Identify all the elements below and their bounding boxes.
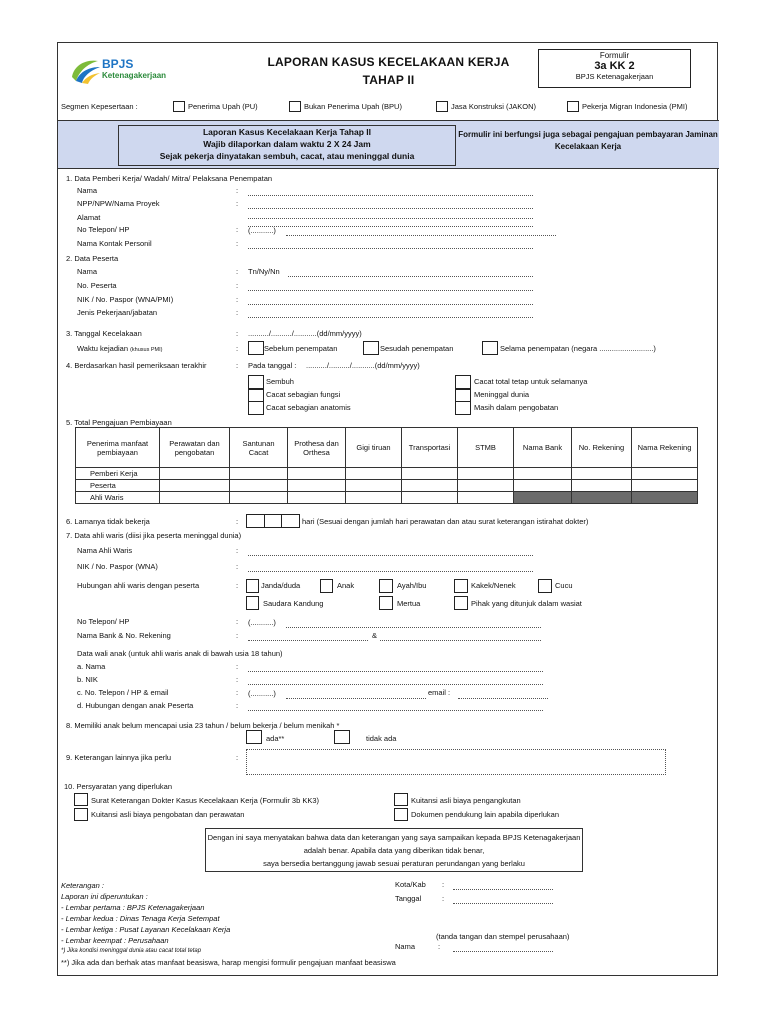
colon: : [236,239,239,248]
table-cell[interactable] [288,480,346,492]
segment-row [58,99,719,115]
s6-note: hari (Sesuai dengan jumlah hari perawatan dan atau surat keterangan istirahat dokter) [302,517,589,526]
s2-name-prefix: Tn/Ny/Nn [248,267,280,276]
colon: : [236,753,239,762]
note-line: - Lembar ketiga : Pusat Layanan Kecelakaan Kerja [61,925,231,934]
table-cell[interactable] [160,468,230,480]
table-cell[interactable] [402,468,458,480]
row-label: Peserta [76,480,160,492]
row-label: Ahli Waris [76,492,160,504]
col-header: Perawatan dan pengobatan [160,428,230,468]
rel-janda-checkbox[interactable] [246,579,259,593]
s1-contact-field[interactable] [248,248,533,249]
banner-line2: Wajib dilaporkan dalam waktu 2 X 24 Jam [203,139,371,149]
s2-nik-field[interactable] [248,304,533,305]
logo-text: BPJS [102,57,134,71]
banner-line3: Sejak pekerja dinyatakan sembuh, cacat, atau meninggal dunia [159,151,415,161]
s3-date-field[interactable]: ........../........../...........(dd/mm/yyyy) [248,329,362,338]
s7-guardian-heading: Data wali anak (untuk ahli waris anak di bawah usia 18 tahun) [77,649,283,658]
s3-after-label: Sesudah penempatan [380,344,454,353]
footer-notes [61,880,396,968]
table-cell[interactable] [402,492,458,504]
note-line: - Lembar kedua : Dinas Tenaga Kerja Setempat [61,914,220,923]
benefit-table-header [76,428,698,468]
s7-phone-field[interactable] [286,627,541,628]
rel-wasiat-checkbox[interactable] [454,596,468,610]
s2-nama-label: Nama [77,267,98,276]
req-docs-checkbox[interactable] [394,808,408,821]
s4-sembuh-label: Sembuh [266,377,294,386]
guardian-name-label: a. Nama [77,662,106,671]
s3-before-checkbox[interactable] [248,341,264,355]
rel-wasiat-label: Pihak yang ditunjuk dalam wasiat [471,599,582,608]
table-cell[interactable] [288,492,346,504]
segment-pmi-checkbox[interactable] [567,101,579,112]
table-cell[interactable] [572,480,632,492]
colon: : [236,225,239,234]
colon: : [236,199,239,208]
s4-date-label: Pada tanggal : [248,361,297,370]
colon: : [236,701,239,710]
s1-nama-field[interactable] [248,195,533,196]
segment-jakon-checkbox[interactable] [436,101,448,112]
benefit-table [75,427,698,504]
s6-days-input[interactable] [246,514,300,528]
table-cell[interactable] [514,468,572,480]
colon: : [236,281,239,290]
banner-line1: Laporan Kasus Kecelakaan Kerja Tahap II [202,127,372,137]
guardian-nik-label: b. NIK [77,675,98,684]
signature-label: (tanda tangan dan stempel perusahaan) [436,932,570,941]
req-transport-label: Kuitansi asli biaya pengangkutan [411,796,521,805]
col-header: Santunan Cacat [230,428,288,468]
s1-nama-label: Nama [77,186,98,195]
s3-during-checkbox[interactable] [482,341,498,355]
rel-ayah-checkbox[interactable] [379,579,393,593]
table-cell[interactable] [230,480,288,492]
colon: : [236,662,239,671]
rel-kakek-label: Kakek/Nenek [471,581,516,590]
s7-heir-name-label: Nama Ahli Waris [77,546,133,555]
segment-jakon-label: Jasa Konstruksi (JAKON) [451,102,537,111]
s4-heading: 4. Berdasarkan hasil pemeriksaan terakhir [66,361,207,370]
colon: : [236,546,239,555]
req-doctor-label: Surat Keterangan Dokter Kasus Kecelakaan Kerja (Formulir 3b KK3) [91,796,320,805]
s7-relation-label: Hubungan ahli waris dengan peserta [77,581,200,590]
guardian-name-field[interactable] [248,671,543,672]
s3-before-label: Sebelum penempatan [264,344,338,353]
s1-heading: 1. Data Pemberi Kerja/ Wadah/ Mitra/ Pelaksana Penempatan [66,174,273,183]
date-field[interactable] [453,903,553,904]
s8-heading: 8. Memiliki anak belum mencapai usia 23 tahun / belum bekerja / belum menikah * [66,721,340,730]
table-cell[interactable] [402,480,458,492]
colon: : [236,295,239,304]
s7-heir-name-field[interactable] [248,555,533,556]
s4-total-label: Cacat total tetap untuk selamanya [474,377,588,386]
segment-pu-checkbox[interactable] [173,101,185,112]
rel-mertua-label: Mertua [397,599,421,608]
col-header: STMB [458,428,514,468]
rel-saudara-label: Saudara Kandung [263,599,324,608]
table-cell[interactable] [230,468,288,480]
colon: : [236,344,239,353]
s2-job-label: Jenis Pekerjaan/jabatan [77,308,158,317]
col-header: Prothesa dan Orthesa [288,428,346,468]
table-cell[interactable] [458,480,514,492]
colon: : [236,631,239,640]
rel-cucu-label: Cucu [555,581,573,590]
info-banner [58,120,719,169]
guardian-phone-field[interactable] [286,698,426,699]
declaration-line3: saya bersedia bertanggung jawab sesuai peraturan perundangan yang berlaku [263,859,525,868]
table-cell[interactable] [160,492,230,504]
s1-phone-paren: (...........) [248,226,276,235]
s7-phone-label: No Telepon/ HP [77,617,130,626]
s7-heir-nik-field[interactable] [248,571,533,572]
s8-no-label: tidak ada [366,734,397,743]
guardian-nik-field[interactable] [248,684,543,685]
s5-heading: 5. Total Pengajuan Pembiayaan [66,418,172,427]
s4-pengobatan-checkbox[interactable] [455,401,471,415]
s7-bank-label: Nama Bank & No. Rekening [77,631,171,640]
table-row [76,468,698,480]
rel-saudara-checkbox[interactable] [246,596,259,610]
col-header: Gigi tiruan [346,428,402,468]
note-line: Laporan ini diperuntukan : [61,892,148,901]
table-cell[interactable] [346,492,402,504]
s2-heading: 2. Data Peserta [66,254,119,263]
colon: : [236,267,239,276]
table-cell[interactable] [572,468,632,480]
date-label: Tanggal [395,894,422,903]
rel-mertua-checkbox[interactable] [379,596,393,610]
segment-bpu-label: Bukan Penerima Upah (BPU) [304,102,402,111]
col-header: Nama Rekening [632,428,698,468]
table-cell[interactable] [346,480,402,492]
colon: : [236,517,239,526]
segment-label: Segmen Kepesertaan : [61,102,138,111]
banner-right-line1: Formulir ini berfungsi juga sebagai pengajuan pembayaran Jaminan [458,130,718,139]
s10-heading: 10. Persyaratan yang diperlukan [64,782,172,791]
table-row [76,480,698,492]
s4-meninggal-label: Meninggal dunia [474,390,530,399]
table-cell[interactable] [288,468,346,480]
s2-nama-field[interactable] [288,276,533,277]
guardian-relation-field[interactable] [248,710,543,711]
form-label: Formulir [599,51,630,60]
city-label: Kota/Kab [395,880,426,889]
s4-anatomis-label: Cacat sebagian anatomis [266,403,351,412]
s1-npp-label: NPP/NPW/Nama Proyek [77,199,160,208]
table-cell[interactable] [514,480,572,492]
colon: : [236,581,239,590]
colon: : [442,894,445,903]
colon: : [236,688,239,697]
table-cell[interactable] [346,468,402,480]
req-receipt-checkbox[interactable] [74,808,88,821]
s9-notes-textarea[interactable] [246,749,666,775]
s7-account-field[interactable] [380,640,541,641]
s1-alamat-label: Alamat [77,213,101,222]
s7-amp: & [372,631,378,640]
s1-alamat-field-2[interactable] [248,226,533,227]
table-cell[interactable] [458,492,514,504]
banner-right [458,129,718,153]
req-receipt-label: Kuitansi asli biaya pengobatan dan perawatan [91,810,245,819]
s1-phone-field[interactable] [286,235,556,236]
col-header: Transportasi [402,428,458,468]
s8-yes-checkbox[interactable] [246,730,262,744]
rel-ayah-label: Ayah/Ibu [397,581,427,590]
colon: : [236,562,239,571]
guardian-email-field[interactable] [458,698,548,699]
table-cell-disabled [514,492,572,504]
s1-contact-label: Nama Kontak Personil [77,239,152,248]
table-cell-disabled [632,492,698,504]
form-org: BPJS Ketenagakerjaan [575,72,654,81]
guardian-phone-label: c. No. Telepon / HP & email [77,688,169,697]
note-line: - Lembar pertama : BPJS Ketenagakerjaan [61,903,205,912]
s3-after-checkbox[interactable] [363,341,379,355]
signature-area[interactable] [436,918,576,930]
segment-bpu-checkbox[interactable] [289,101,301,112]
s8-no-checkbox[interactable] [334,730,350,744]
guardian-phone-paren: (...........) [248,689,276,698]
s7-phone-paren: (...........) [248,618,276,627]
s4-anatomis-checkbox[interactable] [248,401,264,415]
s2-peserta-label: No. Peserta [77,281,117,290]
table-cell[interactable] [160,480,230,492]
declaration-box [205,828,583,872]
s1-npp-field[interactable] [248,208,533,209]
s7-heir-nik-label: NIK / No. Paspor (WNA) [77,562,158,571]
s4-total-checkbox[interactable] [455,375,471,389]
s8-yes-label: ada** [266,734,285,743]
col-header: No. Rekening [572,428,632,468]
table-cell-disabled [572,492,632,504]
declaration-line2: adalah benar. Apabila data yang diberikan tidak benar, [303,846,485,855]
req-docs-label: Dokumen pendukung lain apabila diperlukan [411,810,560,819]
s4-sembuh-checkbox[interactable] [248,375,264,389]
s4-date-field[interactable]: ........../........../...........(dd/mm/yyyy) [306,361,420,370]
rel-anak-label: Anak [337,581,355,590]
logo-subtext: Ketenagakerjaan [102,71,167,80]
colon: : [442,880,445,889]
banner-right-line2: Kecelakaan Kerja [554,142,622,151]
segment-pu-label: Penerima Upah (PU) [188,102,258,111]
banner-left [118,125,456,166]
row-label: Pemberi Kerja [76,468,160,480]
colon: : [438,942,441,951]
guardian-relation-label: d. Hubungan dengan anak Peserta [77,701,194,710]
form-title: LAPORAN KASUS KECELAKAAN KERJA [267,55,510,69]
s3-time-note: (khusus PMI) [130,347,163,353]
segment-pmi-label: Pekerja Migran Indonesia (PMI) [582,102,688,111]
table-cell[interactable] [458,468,514,480]
col-header: Penerima manfaat pembiayaan [76,428,160,468]
rel-cucu-checkbox[interactable] [538,579,552,593]
req-doctor-checkbox[interactable] [74,793,88,806]
rel-anak-checkbox[interactable] [320,579,333,593]
s6-heading: 6. Lamanya tidak bekerja [66,517,150,526]
colon: : [236,329,239,338]
note-line: **) Jika ada dan berhak atas manfaat beasiswa, harap mengisi formulir pengajuan manfaat beasiswa [61,958,396,967]
s7-heading: 7. Data ahli waris (diisi jika peserta meninggal dunia) [66,531,242,540]
s2-peserta-field[interactable] [248,290,533,291]
note-line: - Lembar keempat : Perusahaan [61,936,169,945]
s3-during-label: Selama penempatan (negara ..........................) [500,344,656,353]
s3-time-label [77,344,163,353]
table-cell[interactable] [632,468,698,480]
colon: : [236,308,239,317]
table-row [76,492,698,504]
s3-time-text: Waktu kejadian [77,344,128,353]
s1-phone-label: No Telepon/ HP [77,225,130,234]
signer-name-field[interactable] [453,951,553,952]
col-header: Nama Bank [514,428,572,468]
rel-kakek-checkbox[interactable] [454,579,468,593]
colon: : [236,361,239,370]
table-cell[interactable] [230,492,288,504]
note-line: Keterangan : [61,881,104,890]
s1-alamat-field-1[interactable] [248,218,533,219]
colon: : [236,186,239,195]
form-code-box [538,49,691,88]
form-page [57,42,718,976]
guardian-email-label: email : [428,688,451,697]
s2-job-field[interactable] [248,317,533,318]
s4-pengobatan-label: Masih dalam pengobatan [474,403,559,412]
rel-janda-label: Janda/duda [261,581,301,590]
name-label: Nama [395,942,416,951]
form-code: 3a KK 2 [594,60,635,72]
note-line: *) Jika kondisi meninggal dunia atau cacat total tetap [61,948,202,954]
req-transport-checkbox[interactable] [394,793,408,806]
declaration-line1: Dengan ini saya menyatakan bahwa data dan keterangan yang saya sampaikan kepada BPJS Ketenagakerjaan [207,833,581,842]
table-cell[interactable] [632,480,698,492]
s7-bank-field[interactable] [248,640,368,641]
s4-fungsi-label: Cacat sebagian fungsi [266,390,341,399]
colon: : [236,675,239,684]
s2-nik-label: NIK / No. Paspor (WNA/PMI) [77,295,174,304]
s9-heading: 9. Keterangan lainnya jika perlu [66,753,172,762]
form-subtitle: TAHAP II [362,73,415,87]
s3-heading: 3. Tanggal Kecelakaan [66,329,142,338]
city-field[interactable] [453,889,553,890]
colon: : [236,617,239,626]
